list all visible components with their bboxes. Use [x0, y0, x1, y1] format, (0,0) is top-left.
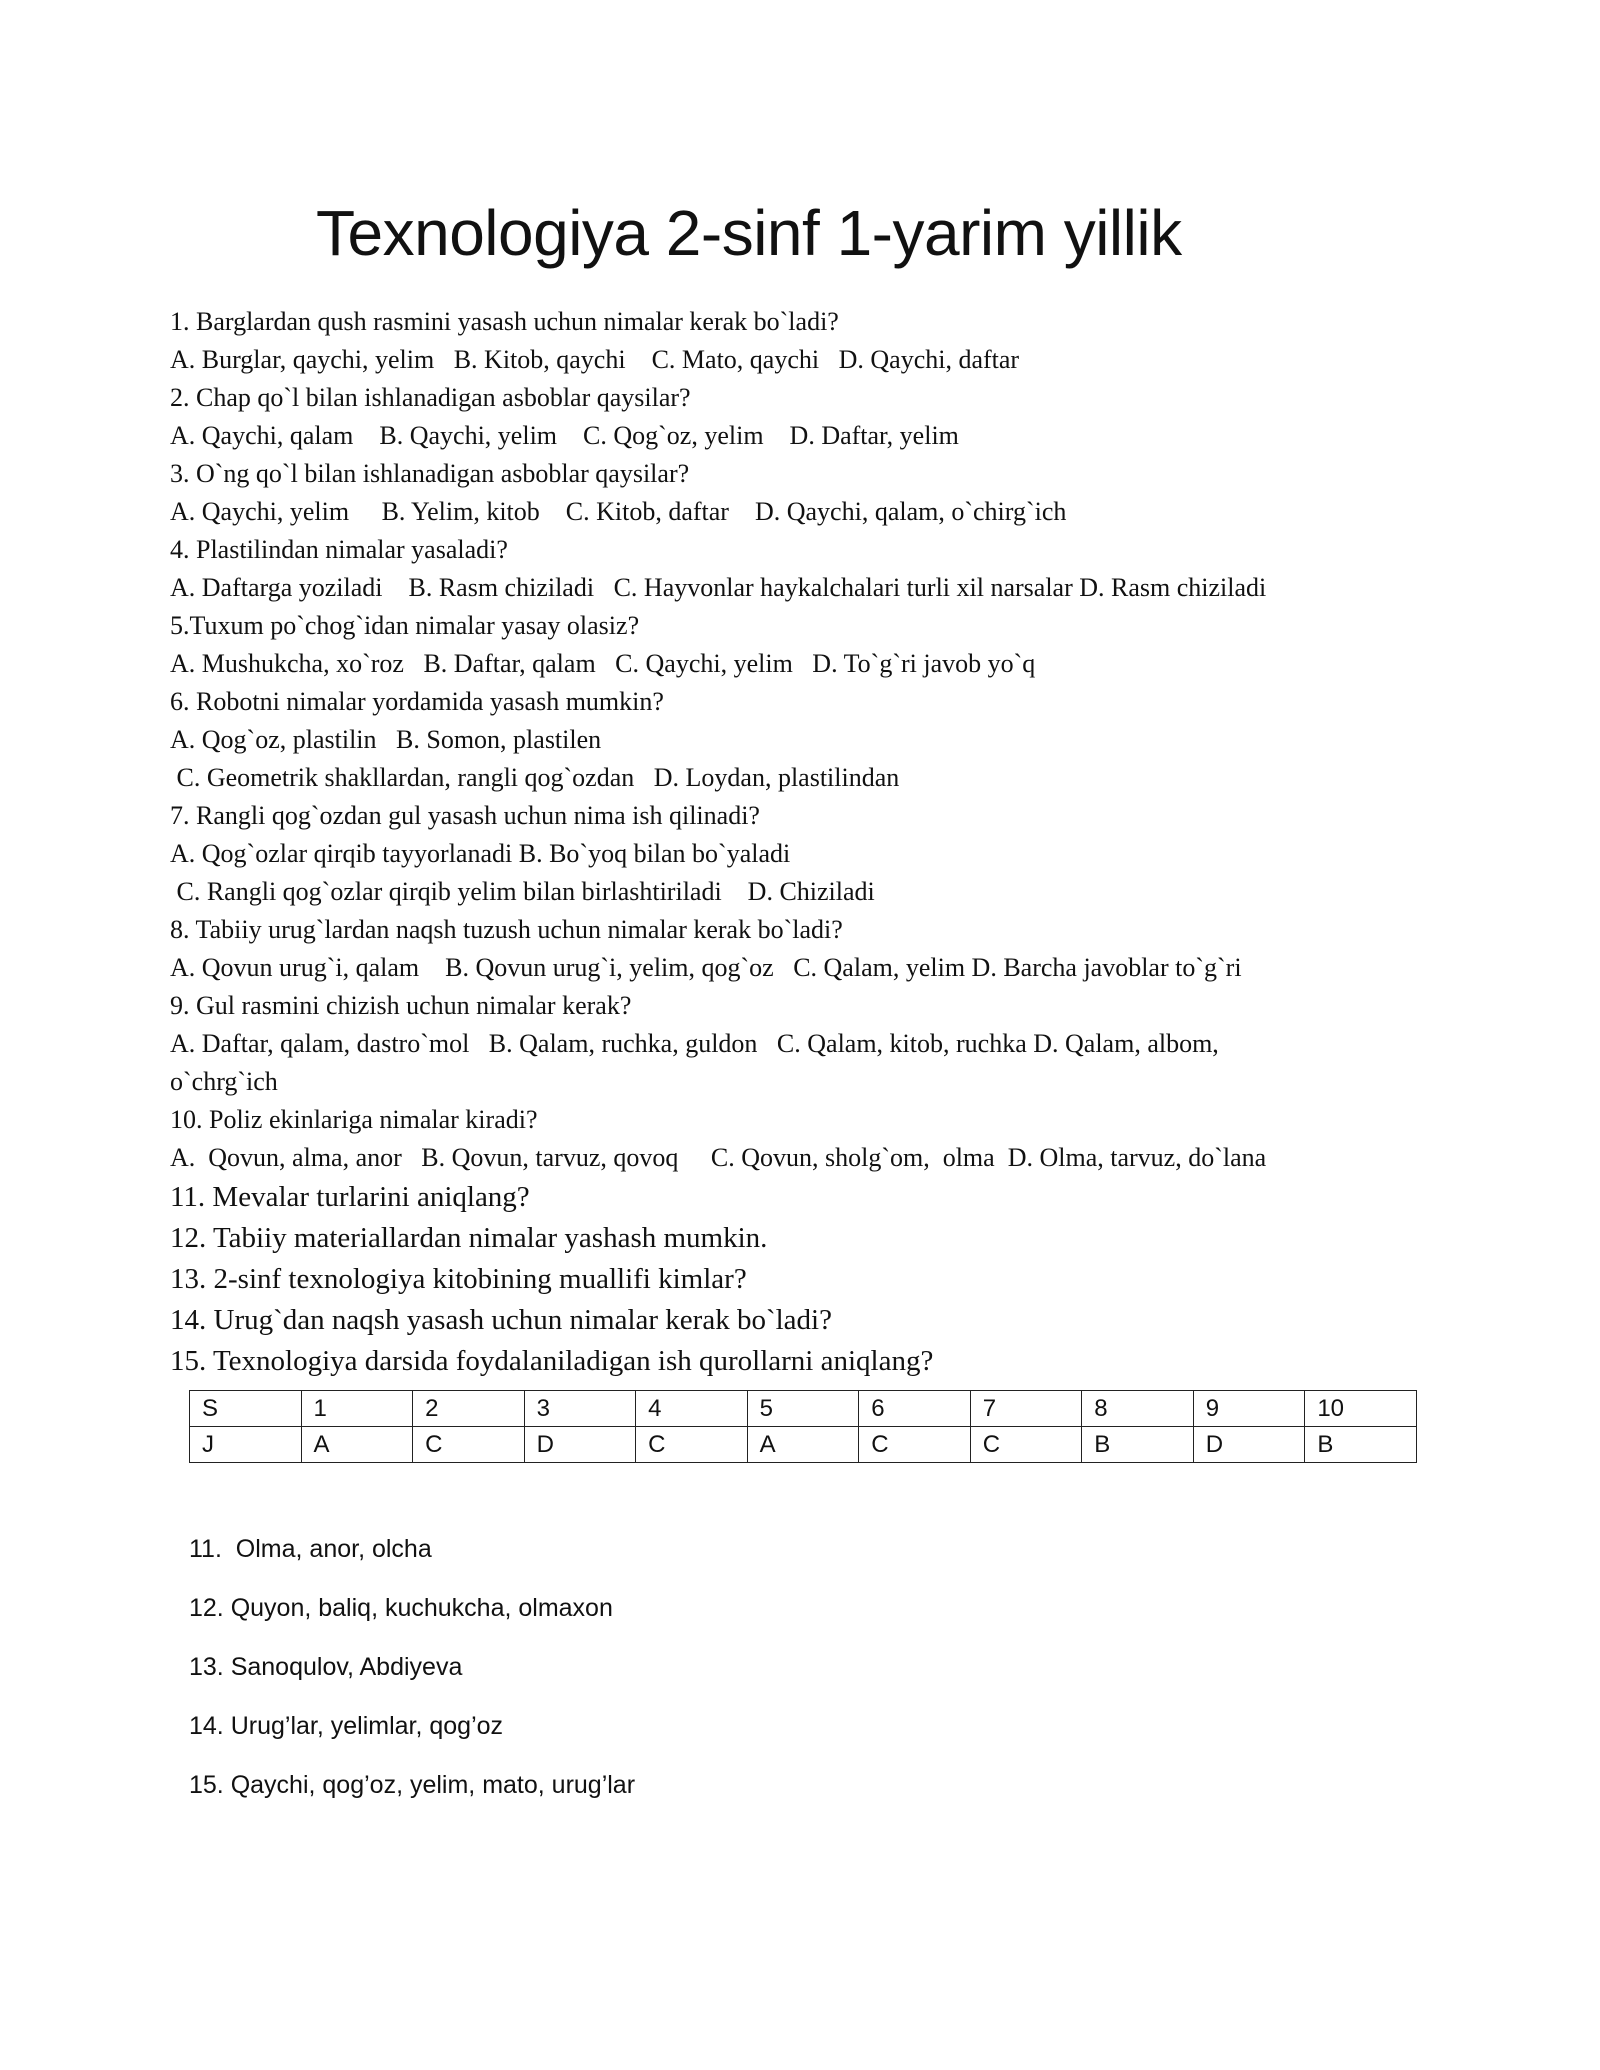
- table-cell: D: [524, 1427, 636, 1463]
- table-cell: 3: [524, 1391, 636, 1427]
- open-answer-12: 12. Quyon, baliq, kuchukcha, olmaxon: [189, 1594, 613, 1622]
- question-7: 7. Rangli qog`ozdan gul yasash uchun nima ish qilinadi?: [170, 801, 760, 830]
- table-cell: 8: [1082, 1391, 1194, 1427]
- open-question-13: 13. 2-sinf texnologiya kitobining muallifi kimlar?: [170, 1263, 747, 1295]
- question-6: 6. Robotni nimalar yordamida yasash mumkin?: [170, 687, 664, 716]
- table-cell: 9: [1193, 1391, 1305, 1427]
- table-cell: C: [636, 1427, 748, 1463]
- table-cell: 1: [301, 1391, 413, 1427]
- question-6-options-line-2: C. Geometrik shakllardan, rangli qog`ozdan D. Loydan, plastilindan: [170, 763, 900, 792]
- open-question-11: 11. Mevalar turlarini aniqlang?: [170, 1181, 530, 1213]
- question-3: 3. O`ng qo`l bilan ishlanadigan asboblar qaysilar?: [170, 459, 690, 488]
- open-question-14: 14. Urug`dan naqsh yasash uchun nimalar kerak bo`ladi?: [170, 1304, 832, 1336]
- table-cell: 2: [413, 1391, 525, 1427]
- table-cell: C: [970, 1427, 1082, 1463]
- table-cell: 4: [636, 1391, 748, 1427]
- open-question-15: 15. Texnologiya darsida foydalaniladigan ish qurollarni aniqlang?: [170, 1345, 934, 1377]
- table-cell: 7: [970, 1391, 1082, 1427]
- question-8: 8. Tabiiy urug`lardan naqsh tuzush uchun nimalar kerak bo`ladi?: [170, 915, 843, 944]
- question-4: 4. Plastilindan nimalar yasaladi?: [170, 535, 508, 564]
- question-3-options: A. Qaychi, yelim B. Yelim, kitob C. Kitob, daftar D. Qaychi, qalam, o`chirg`ich: [170, 497, 1067, 526]
- table-cell: 10: [1305, 1391, 1417, 1427]
- table-cell: C: [859, 1427, 971, 1463]
- question-10-options: A. Qovun, alma, anor B. Qovun, tarvuz, qovoq C. Qovun, sholg`om, olma D. Olma, tarvuz, do`lana: [170, 1143, 1267, 1172]
- table-cell: D: [1193, 1427, 1305, 1463]
- table-cell: S: [190, 1391, 302, 1427]
- table-cell: B: [1305, 1427, 1417, 1463]
- open-answer-13: 13. Sanoqulov, Abdiyeva: [189, 1653, 463, 1681]
- answer-key-table: [189, 1390, 1417, 1463]
- question-7-options-line-2: C. Rangli qog`ozlar qirqib yelim bilan birlashtiriladi D. Chiziladi: [170, 877, 875, 906]
- question-8-options: A. Qovun urug`i, qalam B. Qovun urug`i, yelim, qog`oz C. Qalam, yelim D. Barcha javoblar to`g`ri: [170, 953, 1242, 982]
- document-title: Texnologiya 2-sinf 1-yarim yillik: [316, 197, 1182, 269]
- question-6-options-line-1: A. Qog`oz, plastilin B. Somon, plastilen: [170, 725, 602, 754]
- open-answer-15: 15. Qaychi, qog’oz, yelim, mato, urug’lar: [189, 1771, 636, 1799]
- question-5: 5.Tuxum po`chog`idan nimalar yasay olasiz?: [170, 611, 640, 640]
- question-2-options: A. Qaychi, qalam B. Qaychi, yelim C. Qog`oz, yelim D. Daftar, yelim: [170, 421, 959, 450]
- question-2: 2. Chap qo`l bilan ishlanadigan asboblar qaysilar?: [170, 383, 691, 412]
- question-5-options: A. Mushukcha, xo`roz B. Daftar, qalam C. Qaychi, yelim D. To`g`ri javob yo`q: [170, 649, 1036, 678]
- question-10: 10. Poliz ekinlariga nimalar kiradi?: [170, 1105, 538, 1134]
- question-1: 1. Barglardan qush rasmini yasash uchun nimalar kerak bo`ladi?: [170, 307, 839, 336]
- open-answer-14: 14. Urug’lar, yelimlar, qog’oz: [189, 1712, 504, 1740]
- table-cell: A: [301, 1427, 413, 1463]
- table-cell: A: [747, 1427, 859, 1463]
- table-cell: 6: [859, 1391, 971, 1427]
- question-9-options-line-1: A. Daftar, qalam, dastro`mol B. Qalam, ruchka, guldon C. Qalam, kitob, ruchka D. Qalam, albom,: [170, 1029, 1219, 1058]
- table-cell: 5: [747, 1391, 859, 1427]
- table-cell: C: [413, 1427, 525, 1463]
- question-1-options: A. Burglar, qaychi, yelim B. Kitob, qaychi C. Mato, qaychi D. Qaychi, daftar: [170, 345, 1020, 374]
- question-9: 9. Gul rasmini chizish uchun nimalar kerak?: [170, 991, 632, 1020]
- table-cell: B: [1082, 1427, 1194, 1463]
- table-cell: J: [190, 1427, 302, 1463]
- question-4-options: A. Daftarga yoziladi B. Rasm chiziladi C. Hayvonlar haykalchalari turli xil narsalar D. Rasm chiziladi: [170, 573, 1267, 602]
- question-9-options-line-2: o`chrg`ich: [170, 1067, 278, 1096]
- question-7-options-line-1: A. Qog`ozlar qirqib tayyorlanadi B. Bo`yoq bilan bo`yaladi: [170, 839, 791, 868]
- answer-key-header-row: [190, 1391, 1417, 1427]
- open-answer-11: 11. Olma, anor, olcha: [189, 1535, 432, 1563]
- answer-key-answers-row: [190, 1427, 1417, 1463]
- open-answers-list: [189, 1520, 635, 1815]
- open-question-12: 12. Tabiiy materiallardan nimalar yashash mumkin.: [170, 1222, 768, 1254]
- questions-section: [170, 303, 1460, 1382]
